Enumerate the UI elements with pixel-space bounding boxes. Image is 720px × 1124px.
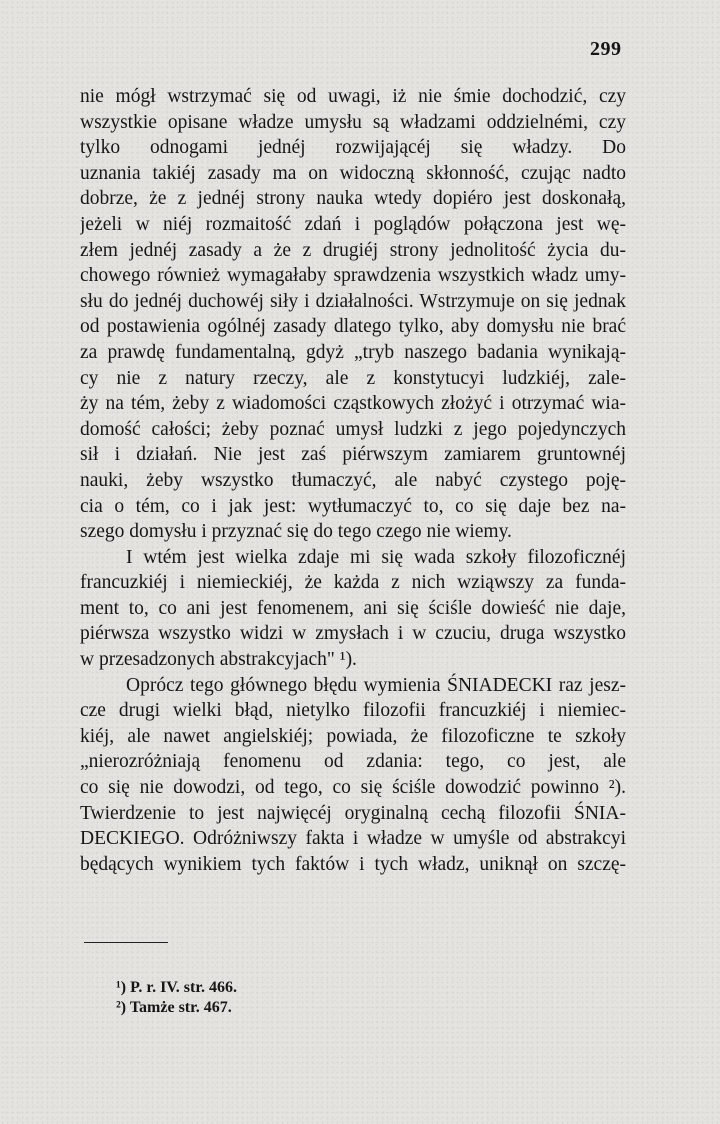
paragraph-2 bbox=[80, 545, 626, 673]
text-line: będących wynikiem tych faktów i tych władz, uniknął on szczę- bbox=[80, 853, 626, 875]
text-line: Oprócz tego głównego błędu wymienia ŚNIADECKI raz jesz- bbox=[126, 674, 626, 696]
footnote-2: ²) Tamże str. 467. bbox=[116, 999, 232, 1016]
text-line: kiéj, ale nawet angielskiéj; powiada, że filozoficzne te szkoły bbox=[80, 725, 626, 747]
text-line: DECKIEGO. Odróżniwszy fakta i władze w umyśle od abstrakcyi bbox=[80, 828, 626, 850]
text-line: piérwsza wszystko widzi w zmysłach i w czuciu, druga wszystko bbox=[80, 623, 626, 645]
page-number: 299 bbox=[590, 38, 622, 60]
text-line: nie mógł wstrzymać się od uwagi, iż nie śmie dochodzić, czy bbox=[80, 86, 626, 107]
text-line: nauki, żeby wszystko tłumaczyć, ale nabyć czystego poję- bbox=[80, 469, 626, 491]
text-line: sił i działań. Nie jest zaś piérwszym zamiarem gruntownéj bbox=[80, 444, 626, 466]
body-text bbox=[80, 84, 626, 877]
footnotes bbox=[116, 978, 237, 1018]
text-line: I wtém jest wielka zdaje mi się wada szkoły filozoficznéj bbox=[126, 546, 626, 568]
text-line: ment to, co ani jest fenomenem, ani się ściśle dowieść nie daje, bbox=[80, 597, 626, 619]
text-line: ży na tém, żeby z wiadomości cząstkowych złożyć i otrzymać wia- bbox=[80, 393, 626, 415]
text-line: domość całości; żeby poznać umysł ludzki z jego pojedynczych bbox=[80, 418, 626, 440]
text-line: od postawienia ogólnéj zasady dlatego tylko, aby domysłu nie brać bbox=[80, 316, 626, 338]
paragraph-1 bbox=[80, 84, 626, 545]
footnote-1: ¹) P. r. IV. str. 466. bbox=[116, 979, 237, 996]
text-line: złem jednéj zasady a że z drugiéj strony jednolitość życia du- bbox=[80, 239, 626, 261]
text-line: „nierozróżniają fenomenu od zdania: tego, co jest, ale bbox=[80, 751, 626, 773]
text-line: uznania takiéj zasady ma on widoczną skłonność, czując nadto bbox=[80, 162, 626, 184]
text-line: tylko odnogami jednéj rozwijającéj się władzy. Do bbox=[80, 137, 626, 159]
text-line: cy nie z natury rzeczy, ale z konstytucyi ludzkiéj, zale- bbox=[80, 367, 626, 389]
text-line: jeżeli w niéj rozmaitość zdań i poglądów połączona jest wę- bbox=[80, 213, 626, 235]
text-line: francuzkiéj i niemieckiéj, że każda z nich wziąwszy za funda- bbox=[80, 572, 626, 594]
text-line: słu do jednéj duchowéj siły i działalności. Wstrzymuje on się jednak bbox=[80, 290, 626, 312]
text-line: cze drugi wielki błąd, nietylko filozofii francuzkiéj i niemiec- bbox=[80, 700, 626, 722]
text-line: cia o tém, co i jak jest: wytłumaczyć to, co się daje bez na- bbox=[80, 495, 626, 517]
text-line: wszystkie opisane władze umysłu są władzami oddzielnémi, czy bbox=[80, 111, 626, 133]
text-line: szego domysłu i przyznać się do tego czego nie wiemy. bbox=[80, 521, 512, 543]
paragraph-3 bbox=[80, 673, 626, 878]
text-line: w przesadzonych abstrakcyjach" ¹). bbox=[80, 649, 357, 671]
text-line: chowego również wymagałaby sprawdzenia wszystkich władz umy- bbox=[80, 265, 626, 287]
text-line: co się nie dowodzi, od tego, co się ściśle dowodzić powinno ²). bbox=[80, 777, 626, 799]
text-line: Twierdzenie to jest najwięcéj oryginalną cechą filozofii ŚNIA- bbox=[80, 802, 626, 824]
text-line: za prawdę fundamentalną, gdyż „tryb naszego badania wynikają- bbox=[80, 341, 626, 363]
footnote-divider bbox=[84, 942, 168, 943]
text-line: dobrze, że z jednéj strony nauka wtedy dopiéro jest doskonałą, bbox=[80, 188, 626, 210]
